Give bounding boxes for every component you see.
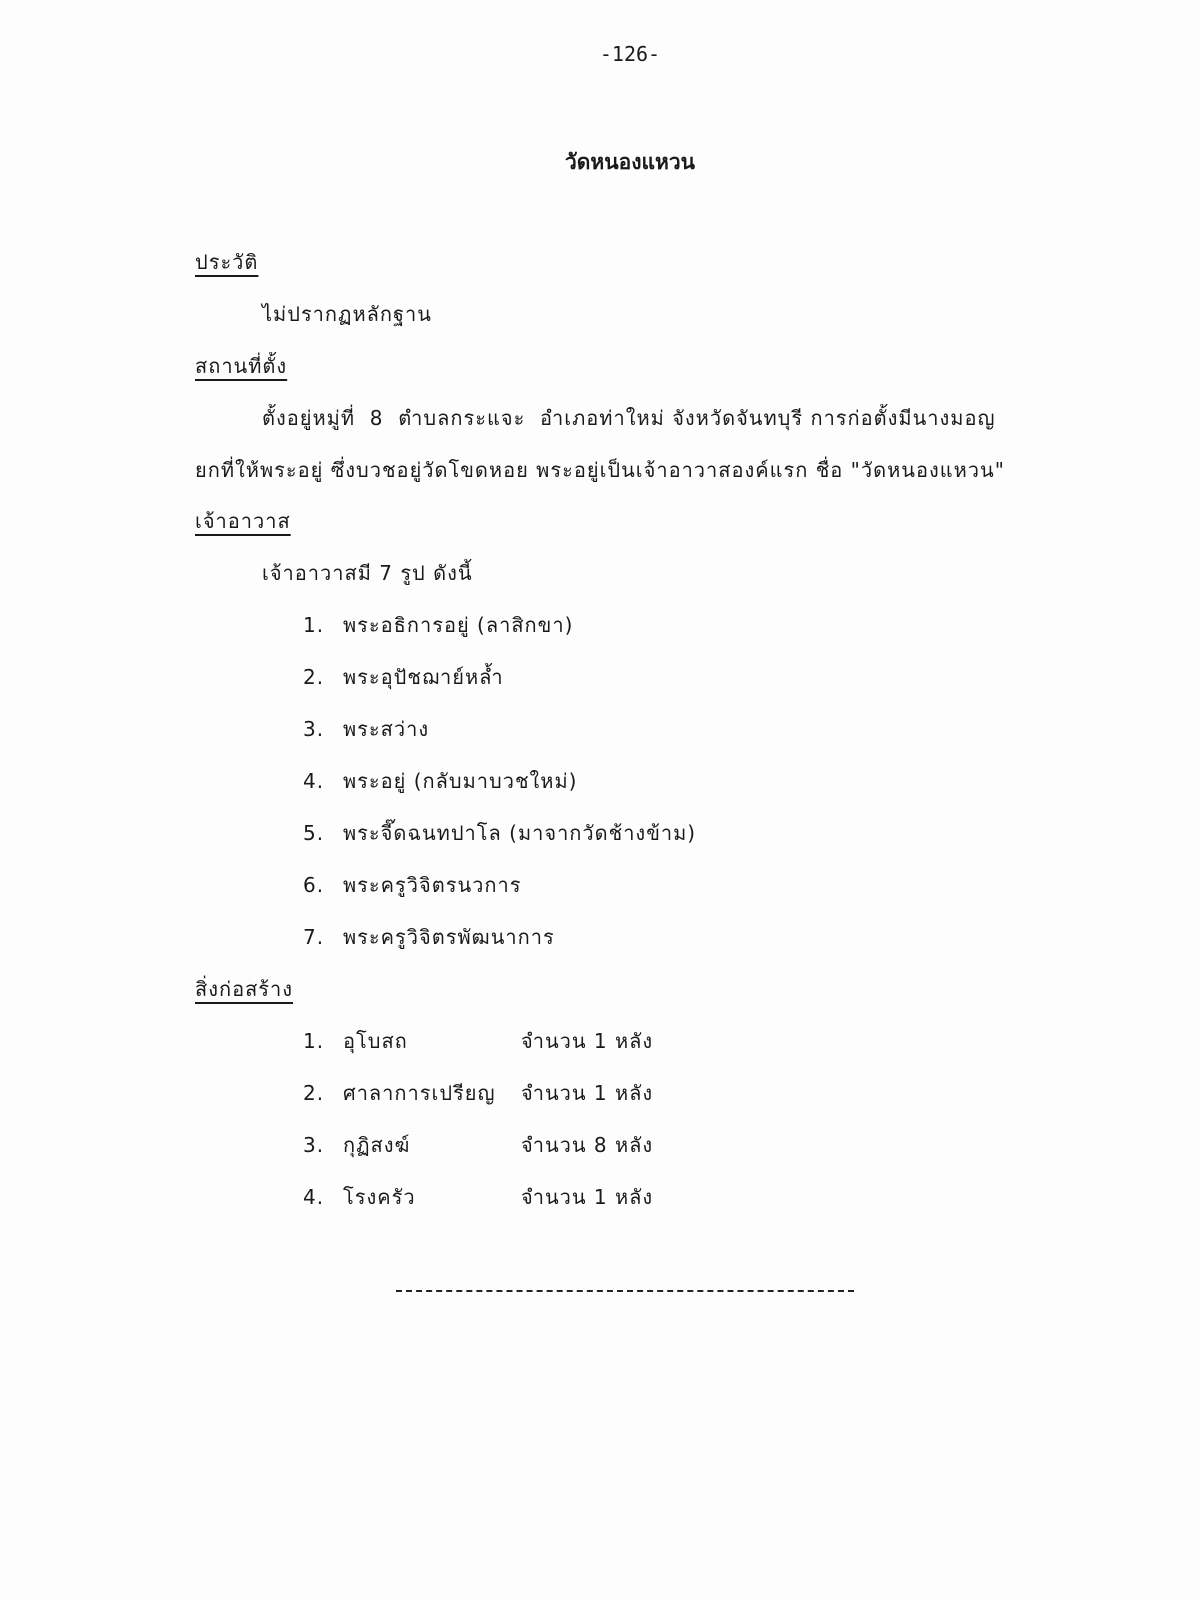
buildings-heading: สิ่งก่อสร้าง [195, 977, 294, 1001]
list-number: 7. [303, 925, 325, 949]
abbots-intro: เจ้าอาวาสมี 7 รูป ดังนี้ [262, 561, 473, 585]
list-number: 6. [303, 873, 325, 897]
building-name: โรงครัว [343, 1185, 416, 1209]
building-row [303, 1077, 653, 1109]
abbot-name: พระจี๊ดฉนทปาโล (มาจากวัดช้างข้าม) [343, 821, 697, 845]
abbot-name: พระอุปัชฌาย์หล้ำ [343, 665, 504, 689]
abbot-list-item [303, 765, 577, 797]
building-count: จำนวน 1 หลัง [521, 1029, 654, 1053]
section-divider [396, 1290, 854, 1292]
location-heading: สถานที่ตั้ง [195, 354, 288, 378]
page-number: -126- [599, 42, 661, 66]
abbots-heading: เจ้าอาวาส [195, 509, 291, 533]
history-text: ไม่ปรากฏหลักฐาน [262, 302, 432, 326]
list-number: 3. [303, 717, 325, 741]
location-text-line2: ยกที่ให้พระอยู่ ซึ่งบวชอยู่วัดโขดหอย พระอยู่เป็นเจ้าอาวาสองค์แรก ชื่อ "วัดหนองแหวน" [195, 458, 1005, 482]
abbot-name: พระอยู่ (กลับมาบวชใหม่) [343, 769, 578, 793]
abbot-name: พระครูวิจิตรพัฒนาการ [343, 925, 555, 949]
abbot-list-item [303, 869, 521, 901]
abbot-name: พระสว่าง [343, 717, 430, 741]
abbot-list-item [303, 921, 555, 953]
list-number: 4. [303, 1185, 325, 1209]
building-row [303, 1025, 653, 1057]
list-number: 2. [303, 665, 325, 689]
building-count: จำนวน 8 หลัง [521, 1133, 654, 1157]
location-text-line1: ตั้งอยู่หมู่ที่ 8 ตำบลกระแจะ อำเภอท่าใหม่ จังหวัดจันทบุรี การก่อตั้งมีนางมอญ [262, 406, 996, 430]
building-name: อุโบสถ [343, 1029, 408, 1053]
abbot-list-item [303, 609, 573, 641]
building-row [303, 1129, 653, 1161]
list-number: 5. [303, 821, 325, 845]
abbot-name: พระครูวิจิตรนวการ [343, 873, 522, 897]
list-number: 1. [303, 1029, 325, 1053]
abbot-list-item [303, 661, 504, 693]
list-number: 2. [303, 1081, 325, 1105]
history-heading: ประวัติ [195, 250, 259, 274]
abbot-list-item [303, 817, 696, 849]
building-name: กุฏิสงฆ์ [343, 1133, 411, 1157]
building-row [303, 1181, 653, 1213]
document-title: วัดหนองแหวน [564, 150, 696, 174]
list-number: 3. [303, 1133, 325, 1157]
list-number: 1. [303, 613, 325, 637]
building-count: จำนวน 1 หลัง [521, 1081, 654, 1105]
abbot-name: พระอธิการอยู่ (ลาสิกขา) [343, 613, 574, 637]
building-count: จำนวน 1 หลัง [521, 1185, 654, 1209]
abbot-list-item [303, 713, 429, 745]
building-name: ศาลาการเปรียญ [343, 1081, 496, 1105]
list-number: 4. [303, 769, 325, 793]
